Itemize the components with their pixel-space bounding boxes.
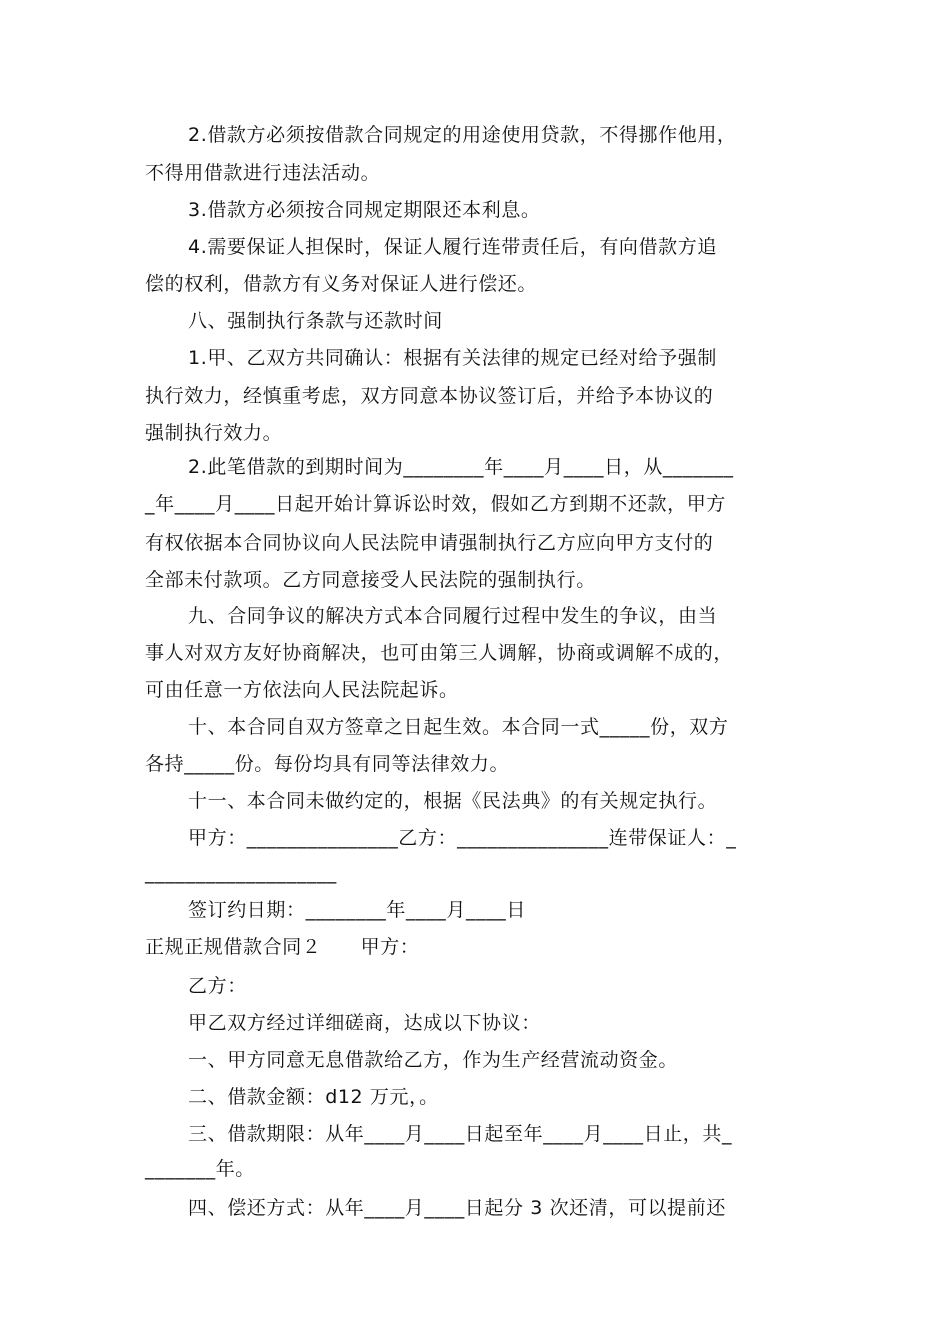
- clause-line: 三、借款期限：从年____月____日起至年____月____日止，共_: [188, 1123, 733, 1145]
- paragraph-line: 强制执行效力。: [145, 422, 283, 444]
- paragraph-line: _年____月____日起开始计算诉讼时效，假如乙方到期不还款，甲方: [145, 493, 726, 515]
- clause-line: 一、甲方同意无息借款给乙方，作为生产经营流动资金。: [188, 1049, 679, 1071]
- contract-title-line: 正规正规借款合同２ 甲方：: [145, 936, 420, 958]
- paragraph-line: 事人对双方友好协商解决，也可由第三人调解，协商或调解不成的，: [145, 642, 734, 664]
- date-line: 签订约日期：________年____月____日: [188, 899, 527, 921]
- signature-line: 甲方：_______________乙方：_______________连带保证人：_: [188, 827, 737, 849]
- paragraph-line: 执行效力，经慎重考虑，双方同意本协议签订后，并给予本协议的: [145, 385, 714, 407]
- party-line: 乙方：: [188, 975, 247, 997]
- clause-line: 二、借款金额：d12 万元，。: [188, 1086, 439, 1108]
- paragraph-line: 2.借款方必须按借款合同规定的用途使用贷款，不得挪作他用，: [188, 124, 737, 146]
- paragraph-line: 十一、本合同未做约定的，根据《民法典》的有关规定执行。: [188, 790, 718, 812]
- clause-line: _______年。: [145, 1158, 255, 1180]
- paragraph-line: 3.借款方必须按合同规定期限还本利息。: [188, 199, 541, 221]
- paragraph-line: 各持_____份。每份均具有同等法律效力。: [145, 753, 510, 775]
- paragraph-line: 有权依据本合同协议向人民法院申请强制执行乙方应向甲方支付的: [145, 532, 714, 554]
- paragraph-line: 可由任意一方依法向人民法院起诉。: [145, 679, 459, 701]
- paragraph-line: 4.需要保证人担保时，保证人履行连带责任后，有向借款方追: [188, 236, 717, 258]
- paragraph-line: 甲乙双方经过详细磋商，达成以下协议：: [188, 1012, 541, 1034]
- paragraph-line: 全部未付款项。乙方同意接受人民法院的强制执行。: [145, 569, 596, 591]
- paragraph-line: 2.此笔借款的到期时间为________年____月____日，从_______: [188, 456, 734, 478]
- paragraph-line: 九、合同争议的解决方式本合同履行过程中发生的争议，由当: [188, 605, 718, 627]
- section-heading: 八、强制执行条款与还款时间: [188, 310, 443, 332]
- paragraph-line: 不得用借款进行违法活动。: [145, 162, 381, 184]
- paragraph-line: 十、本合同自双方签章之日起生效。本合同一式_____份，双方: [188, 716, 729, 738]
- signature-line: ___________________: [145, 862, 337, 884]
- paragraph-line: 偿的权利，借款方有义务对保证人进行偿还。: [145, 273, 538, 295]
- paragraph-line: 1.甲、乙双方共同确认：根据有关法律的规定已经对给予强制: [188, 347, 717, 369]
- clause-line: 四、偿还方式：从年____月____日起分 3 次还清，可以提前还: [188, 1197, 726, 1219]
